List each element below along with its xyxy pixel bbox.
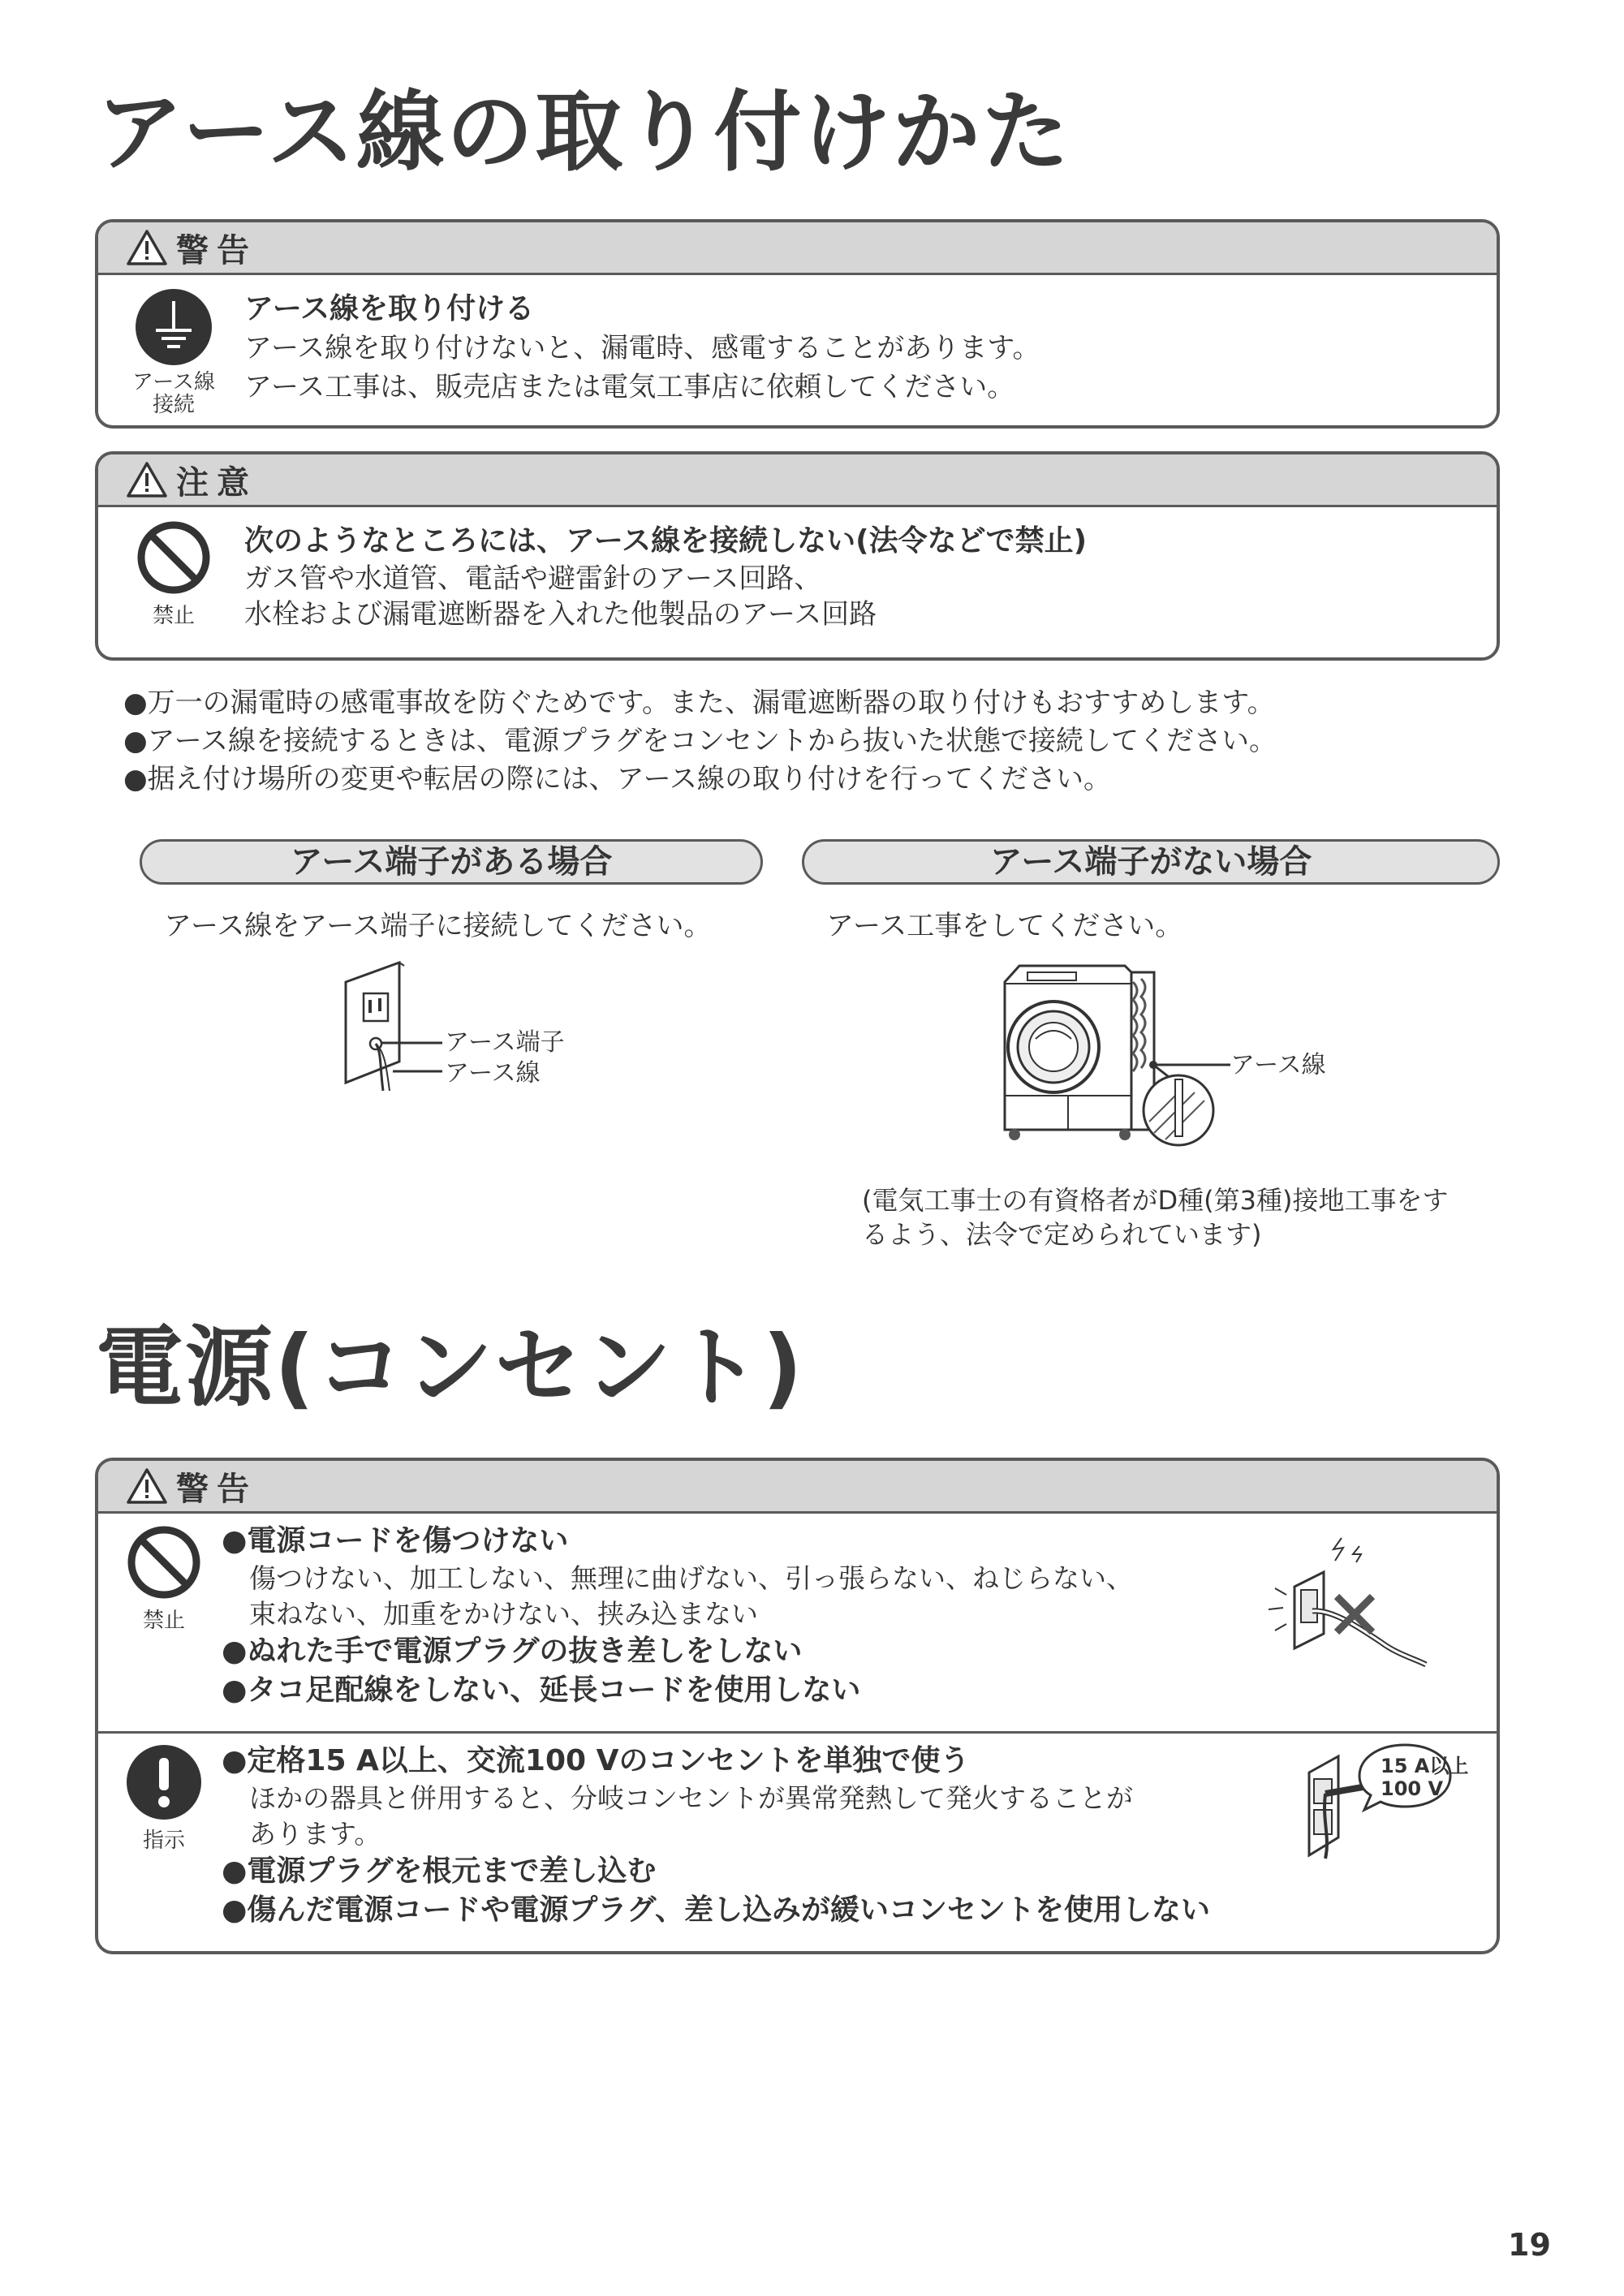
page-title-power-outlet: 電源(コンセント) — [96, 1317, 804, 1419]
prohibit-icon-group — [121, 519, 226, 627]
earth-warning-heading: アース線を取り付ける — [244, 292, 535, 325]
bubble-rating-line2: 100 V — [1381, 1777, 1444, 1800]
without-terminal-text: アース工事をしてください。 — [826, 910, 1183, 942]
prohibit-icon — [135, 519, 213, 597]
page-number: 19 — [1508, 2227, 1551, 2263]
warning-triangle-icon — [126, 461, 168, 498]
warning-label: 警告 — [176, 231, 257, 269]
prohibit-icon — [125, 1523, 203, 1601]
prohibit-caption: 禁止 — [152, 604, 195, 628]
note-item: ●アース線を接続するときは、電源プラグをコンセントから抜いた状態で接続してください。 — [123, 725, 1277, 757]
instruct-icon-group — [111, 1743, 217, 1852]
prohibit-item-heading: ●ぬれた手で電源プラグの抜き差しをしない — [222, 1635, 803, 1668]
caution-label: 注意 — [176, 463, 257, 502]
warning-header — [98, 222, 1497, 275]
instruct-item-line: あります。 — [249, 1818, 381, 1850]
instruct-item-heading: ●定格15 A以上、交流100 Vのコンセントを単独で使う — [222, 1744, 970, 1777]
outlet-with-terminal-illustration — [339, 961, 461, 1099]
note-item: ●万一の漏電時の感電事故を防ぐためです。また、漏電遮断器の取り付けもおすすめします。 — [123, 687, 1275, 719]
warning-box-power — [95, 1458, 1500, 1954]
prohibit-item-line: 束ねない、加重をかけない、挟み込まない — [249, 1598, 758, 1630]
without-terminal-title: アース端子がない場合 — [802, 839, 1500, 885]
instruct-item-heading: ●傷んだ電源コードや電源プラグ、差し込みが緩いコンセントを使用しない — [222, 1893, 1210, 1927]
earth-ground-icon — [133, 286, 214, 368]
warning-triangle-icon — [126, 1467, 168, 1505]
earth-icon-caption-1: アース線 — [132, 370, 215, 394]
note-item: ●据え付け場所の変更や転居の際には、アース線の取り付けを行ってください。 — [123, 763, 1111, 795]
power-instruct-row — [98, 1734, 1497, 1945]
warning-box-earth — [95, 219, 1500, 429]
legal-note-line1: (電気工事士の有資格者がD種(第3種)接地工事をす — [862, 1185, 1449, 1216]
exclamation-icon — [125, 1743, 203, 1821]
earth-warning-line: アース工事は、販売店または電気工事店に依頼してください。 — [244, 371, 1015, 403]
earth-icon-caption-2: 接続 — [152, 393, 195, 417]
power-prohibit-row — [98, 1514, 1497, 1734]
earth-warning-line: アース線を取り付けないと、漏電時、感電することがあります。 — [244, 332, 1040, 364]
instruct-item-heading: ●電源プラグを根元まで差し込む — [222, 1854, 657, 1888]
label-earth-wire: アース線 — [445, 1059, 541, 1088]
legal-note-line2: るよう、法令で定められています) — [862, 1219, 1262, 1250]
prohibit-item-heading: ●タコ足配線をしない、延長コードを使用しない — [222, 1674, 861, 1707]
instruct-item-line: ほかの器具と併用すると、分岐コンセントが異常発熱して発火することが — [249, 1782, 1133, 1814]
earth-connect-icon-group — [121, 286, 226, 416]
warning-header — [98, 1461, 1497, 1514]
terminal-leader-lines — [381, 1035, 446, 1075]
prohibit-item-line: 傷つけない、加工しない、無理に曲げない、引っ張らない、ねじらない、 — [249, 1562, 1133, 1594]
earth-warning-text — [244, 290, 1472, 407]
caution-text — [244, 522, 1472, 632]
power-instruct-text — [222, 1742, 1472, 1930]
damaged-cord-outlet-illustration — [1259, 1536, 1437, 1674]
prohibit-item-heading: ●電源コードを傷つけない — [222, 1524, 569, 1557]
bubble-rating-line1: 15 A以上 — [1381, 1755, 1469, 1777]
prohibit-icon-group — [111, 1523, 217, 1632]
with-terminal-title: アース端子がある場合 — [140, 839, 763, 885]
caution-box-earth — [95, 451, 1500, 661]
label-earth-terminal: アース端子 — [445, 1028, 565, 1057]
caution-header — [98, 454, 1497, 507]
instruct-caption: 指示 — [142, 1829, 185, 1853]
ground-rod-icon — [1141, 1073, 1216, 1148]
page-title-earth-wire: アース線の取り付けかた — [96, 82, 1071, 183]
warning-label: 警告 — [176, 1470, 257, 1508]
with-terminal-text: アース線をアース端子に接続してください。 — [164, 910, 712, 942]
caution-line: ガス管や水道管、電話や避雷針のアース回路、 — [244, 562, 822, 595]
caution-line: 水栓および漏電遮断器を入れた他製品のアース回路 — [244, 598, 877, 631]
caution-heading: 次のようなところには、アース線を接続しない(法令などで禁止) — [244, 524, 1088, 558]
earth-notes-list — [123, 684, 1277, 799]
warning-triangle-icon — [126, 229, 168, 266]
prohibit-caption: 禁止 — [142, 1609, 185, 1633]
label-earth-wire-2: アース線 — [1230, 1051, 1326, 1079]
